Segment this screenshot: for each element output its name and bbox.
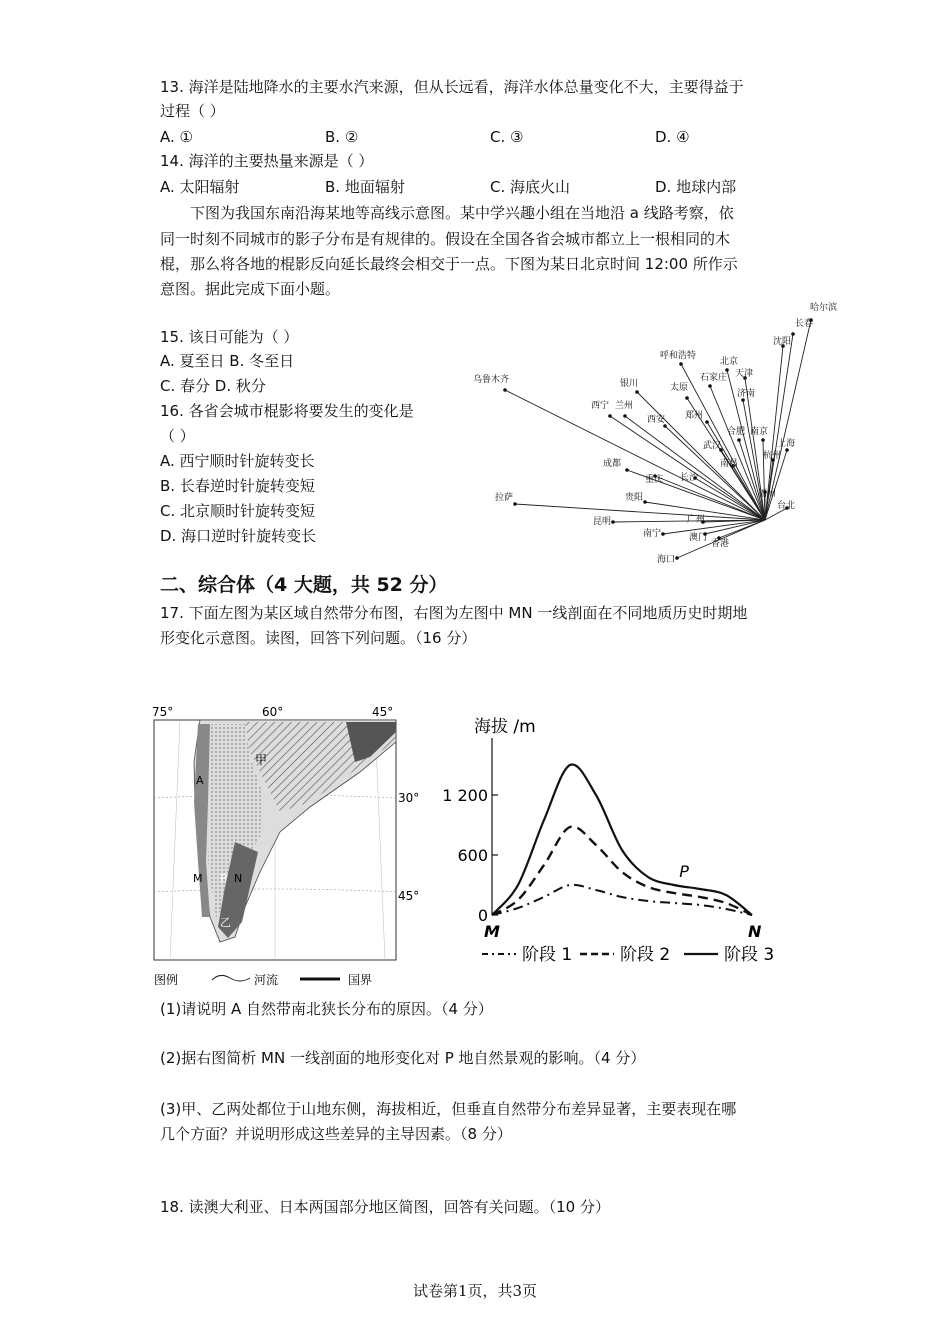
chart-n-label: N [748, 922, 762, 941]
city-label: 昆明 [593, 517, 612, 527]
q16-stem-line1: 16. 各省会城市棍影将要发生的变化是 [160, 402, 414, 420]
q16-stem-line2: （ ） [160, 427, 195, 445]
legend-river-label: 河流 [254, 973, 279, 987]
q14-option-a: A. 太阳辐射 [160, 178, 240, 196]
city-label: 郑州 [685, 411, 704, 421]
lon-75-label: 75° [152, 705, 174, 719]
chart-series [492, 764, 752, 915]
lat-45-label: 45° [398, 889, 420, 903]
legend-label: 阶段 2 [620, 945, 671, 965]
q17-sub1: (1)请说明 A 自然带南北狭长分布的原因。（4 分） [160, 1000, 493, 1018]
city-label: 南宁 [643, 529, 662, 539]
city-dot [725, 368, 729, 372]
intro-line1: 下图为我国东南沿海某地等高线示意图。某中学兴趣小组在当地沿 a 线路考察，依 [190, 204, 734, 222]
legend-river-symbol [212, 975, 250, 981]
q17-stem-line1: 17. 下面左图为某区域自然带分布图，右图为左图中 MN 一线剖面在不同地质历史时期地 [160, 604, 748, 622]
label-jia: 甲 [255, 753, 268, 767]
city-label: 杭州 [763, 451, 782, 461]
y-tick-label: 0 [477, 906, 488, 925]
city-dot [503, 388, 507, 392]
city-dot [708, 384, 712, 388]
intro-line4: 意图。据此完成下面小题。 [160, 280, 341, 298]
city-label: 拉萨 [495, 493, 514, 503]
q13-stem-line2: 过程（ ） [160, 102, 225, 120]
city-label: 石家庄 [700, 373, 728, 383]
q17-stem-line2: 形变化示意图。读图，回答下列问题。（16 分） [160, 629, 477, 647]
city-label: 台北 [777, 501, 796, 511]
city-label: 福州 [758, 489, 777, 499]
city-label: 北京 [720, 357, 739, 367]
city-dot [737, 438, 741, 442]
city-dot [705, 420, 709, 424]
series-line [492, 885, 752, 915]
city-dot [685, 396, 689, 400]
city-label: 沈阳 [773, 337, 792, 347]
series-line [492, 764, 752, 915]
page-footer: 试卷第1页，共3页 [412, 1282, 538, 1300]
q15-options-cd: C. 春分 D. 秋分 [160, 377, 266, 395]
city-labels [473, 301, 837, 565]
legend-title: 图例 [154, 973, 179, 987]
city-label: 太原 [670, 383, 689, 393]
natural-zone-map [150, 702, 420, 994]
city-dot [625, 468, 629, 472]
q14-option-c: C. 海底火山 [490, 178, 571, 196]
legend-border-label: 国界 [348, 973, 373, 987]
elevation-profile-chart [442, 710, 802, 970]
intro-line3: 棍，那么将各地的棍影反向延长最终会相交于一点。下图为某日北京时间 12:00 所作示 [160, 255, 738, 273]
city-dot [791, 332, 795, 336]
chart-ylabel: 海拔 /m [474, 717, 536, 737]
city-dot [643, 500, 647, 504]
city-dot [513, 502, 517, 506]
shadow-lines [505, 320, 811, 558]
label-m: M [193, 872, 203, 885]
city-label: 重庆 [645, 475, 664, 485]
chart-legend [482, 945, 774, 965]
city-label: 南昌 [720, 459, 739, 469]
city-label: 上海 [777, 439, 796, 449]
city-label: 成都 [603, 459, 622, 469]
shadow-line [681, 364, 765, 520]
city-label: 南京 [750, 427, 769, 437]
q14-stem: 14. 海洋的主要热量来源是（ ） [160, 152, 374, 170]
city-label: 长春 [795, 319, 814, 329]
y-tick-label: 1 200 [442, 786, 488, 805]
city-label: 香港 [711, 539, 730, 549]
city-label: 银川 [620, 379, 639, 389]
q13-option-b: B. ② [325, 128, 359, 146]
city-label: 广州 [687, 515, 706, 525]
city-dot [679, 362, 683, 366]
city-dot [661, 532, 665, 536]
city-dot [761, 438, 765, 442]
lon-45-label: 45° [372, 705, 394, 719]
q14-option-b: B. 地面辐射 [325, 178, 405, 196]
city-label: 长沙 [680, 473, 699, 483]
q16-option-c: C. 北京顺时针旋转变短 [160, 502, 316, 520]
city-dots [503, 318, 813, 560]
q13-option-d: D. ④ [655, 128, 690, 146]
city-label: 西宁 [591, 401, 610, 411]
city-dot [623, 414, 627, 418]
city-label: 西安 [647, 415, 666, 425]
city-label: 哈尔滨 [810, 303, 838, 313]
series-line [492, 826, 752, 915]
chart-yticks [442, 786, 498, 925]
q15-stem: 15. 该日可能为（ ） [160, 328, 299, 346]
legend-label: 阶段 1 [522, 945, 573, 965]
city-label: 合肥 [727, 427, 746, 437]
city-dot [608, 414, 612, 418]
city-label: 兰州 [615, 401, 634, 411]
city-label: 贵阳 [625, 493, 644, 503]
q13-option-c: C. ③ [490, 128, 524, 146]
label-n: N [234, 872, 243, 885]
chart-p-label: P [679, 862, 689, 881]
city-dot [635, 390, 639, 394]
shadow-line [695, 478, 765, 520]
city-dot [611, 520, 615, 524]
city-label: 海口 [657, 555, 676, 565]
q16-option-d: D. 海口逆时针旋转变长 [160, 527, 317, 545]
city-label: 天津 [735, 369, 754, 379]
intro-line2: 同一时刻不同城市的影子分布是有规律的。假设在全国各省会城市都立上一根相同的木 [160, 230, 731, 248]
city-label: 济南 [737, 389, 756, 399]
q15-options-ab: A. 夏至日 B. 冬至日 [160, 352, 295, 370]
shadow-map-figure [465, 298, 845, 573]
legend-label: 阶段 3 [724, 945, 775, 965]
lat-30-label: 30° [398, 791, 420, 805]
q17-sub2: (2)据右图简析 MN 一线剖面的地形变化对 P 地自然景观的影响。（4 分） [160, 1049, 646, 1067]
y-tick-label: 600 [457, 846, 488, 865]
label-yi: 乙 [220, 916, 231, 929]
city-label: 呼和浩特 [660, 351, 697, 361]
q18-stem: 18. 读澳大利亚、日本两国部分地区简图，回答有关问题。（10 分） [160, 1198, 610, 1216]
q17-sub3-line2: 几个方面？并说明形成这些差异的主导因素。（8 分） [160, 1125, 512, 1143]
chart-m-label: M [484, 922, 500, 941]
q16-option-b: B. 长春逆时针旋转变短 [160, 477, 315, 495]
label-a: A [196, 774, 204, 787]
lon-60-label: 60° [262, 705, 284, 719]
q14-option-d: D. 地球内部 [655, 178, 737, 196]
city-dot [675, 556, 679, 560]
q13-stem-line1: 13. 海洋是陆地降水的主要水汽来源，但从长远看，海洋水体总量变化不大，主要得益于 [160, 78, 744, 96]
q13-option-a: A. ① [160, 128, 193, 146]
section2-heading: 二、综合体（4 大题，共 52 分） [160, 574, 448, 596]
label-p: P [220, 872, 227, 885]
city-label: 澳门 [689, 533, 708, 543]
city-label: 武汉 [703, 441, 722, 451]
q16-option-a: A. 西宁顺时针旋转变长 [160, 452, 315, 470]
q17-sub3-line1: (3)甲、乙两处都位于山地东侧，海拔相近，但垂直自然带分布差异显著，主要表现在哪 [160, 1100, 737, 1118]
city-label: 乌鲁木齐 [473, 375, 510, 385]
